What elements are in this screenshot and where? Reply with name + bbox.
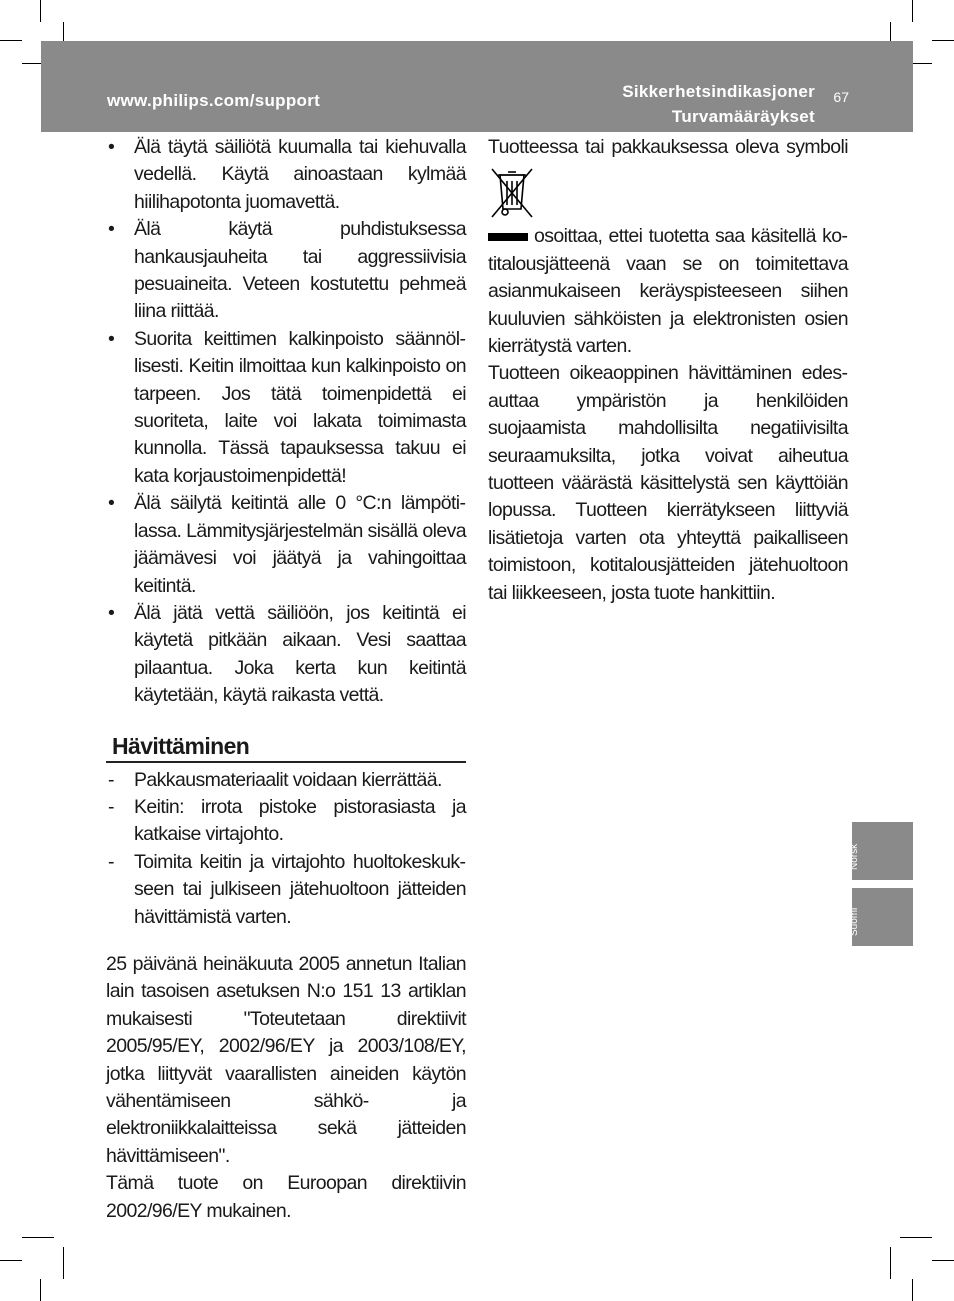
- header-title-finnish: Turvamääräykset: [671, 107, 815, 126]
- list-item: [106, 216, 466, 326]
- bullet-mark: •: [108, 327, 115, 350]
- support-url[interactable]: www.philips.com/support: [107, 91, 321, 110]
- bullet-mark: •: [108, 492, 115, 515]
- symbol-explanation: [488, 223, 848, 360]
- list-item-text: Älä täytä säiliötä kuumalla tai kiehuvalla vedellä. Käytä ainoastaan kylmää hiilihapotonta juomavettä.: [134, 136, 466, 213]
- list-item-text: Älä käytä puhdistuksessa hankausjauheita tai aggressiivisia pesuaineita. Veteen kostutettu pehmeä liina riittää.: [134, 218, 466, 323]
- disposal-dash-list: [106, 767, 466, 931]
- left-column: [106, 134, 466, 1225]
- list-item: [106, 794, 466, 849]
- list-item-text: Älä jätä vettä säiliöön, jos keitintä ei käytetä pitkään aikaan. Vesi saattaa pilaantua. Joka kerta kun keitintä käytetään, käytä raikasta vettä.: [134, 601, 466, 707]
- list-item: [106, 326, 466, 490]
- list-item: [106, 600, 466, 710]
- crop-mark: [63, 1247, 64, 1279]
- list-item: [106, 490, 466, 600]
- dash-mark: -: [108, 795, 114, 818]
- crop-mark: [932, 1260, 954, 1261]
- list-item-text: Toimita keitin ja virtajohto huoltokeskukseen tai julkiseen jätehuoltoon jätteiden hävittämistä varten.: [134, 850, 466, 928]
- tab-suomi-label: Suomi: [849, 907, 860, 936]
- list-item-text: Suorita keittimen kalkinpoisto säännöllisesti. Keitin ilmoittaa kun kalkinpoisto on tarpeen. Jos tätä toimenpidettä ei suoriteta, laite voi lakata toimimasta kunnolla. Tässä tapauksessa takuu ei kata korjaustoimenpidettä!: [134, 327, 466, 487]
- bullet-mark: •: [108, 218, 115, 241]
- crop-mark: [40, 1279, 41, 1301]
- list-item: [106, 849, 466, 931]
- crop-mark: [932, 40, 954, 41]
- page-header: [41, 41, 913, 132]
- crop-mark: [912, 1279, 913, 1301]
- symbol-intro: Tuotteessa tai pakkauksessa oleva symboli: [488, 136, 848, 158]
- list-item-text: Älä säilytä keitintä alle 0 °C:n lämpötilassa. Lämmitysjärjestelmän sisällä oleva jäämävesi voi jäätyä ja vahingoittaa keitintä.: [134, 492, 466, 597]
- right-column: [488, 134, 848, 607]
- crossed-out-wheelie-bin-icon: [488, 165, 536, 223]
- crop-mark: [912, 0, 913, 22]
- page-number: 67: [833, 89, 849, 105]
- list-item-text: Keitin: irrota pistoke pistorasiasta ja katkaise virtajohto.: [134, 795, 466, 846]
- list-item: [106, 134, 466, 216]
- weee-bar-icon: [488, 233, 528, 241]
- safety-bullet-list: [106, 134, 466, 710]
- legal-paragraph: 25 päivänä heinäkuuta 2005 annetun Italian lain tasoisen asetuksen N:o 151 13 artiklan mukaisesti "Toteutetaan direktiivit 2005/95/EY, 2002/96/EY ja 2003/108/EY, jotka liittyvät vaarallisten aineiden käytön vähentämiseen sähkö- ja elektroniikkalaitteissa sekä jätteiden hävittämiseen".: [106, 952, 466, 1167]
- crop-mark: [890, 1247, 891, 1279]
- crop-mark: [0, 40, 22, 41]
- bullet-mark: •: [108, 136, 115, 158]
- directive-paragraph: Tämä tuote on Euroopan direktiivin 2002/96/EY mukainen.: [106, 1172, 466, 1222]
- dash-mark: -: [108, 768, 114, 791]
- crop-mark: [40, 0, 41, 22]
- header-title-norwegian: Sikkerhetsindikasjoner: [622, 82, 815, 101]
- crop-mark: [0, 1260, 22, 1261]
- disposal-paragraph: Tuotteen oikeaoppinen hävittäminen edesauttaa ympäristön ja henkilöiden suojaamista mahdollisilta negatiivisilta seuraamuksilta, jotka voivat aiheutua tuotteen väärästä käsittelystä sen käyttöiän lopussa. Tuotteen kierrätykseen liittyviä lisätietoja varten ota yhteyttä paikalliseen toimistoon, kotitalousjätteiden jätehuoltoon tai liikkeeseen, josta tuote hankittiin.: [488, 362, 848, 604]
- dash-mark: -: [108, 850, 114, 873]
- tab-norsk-label: Norsk: [849, 843, 860, 870]
- section-title-disposal: Hävittäminen: [106, 731, 466, 763]
- header-titles: [622, 79, 815, 129]
- list-item-text: Pakkausmateriaalit voidaan kierrättää.: [134, 768, 442, 791]
- list-item: [106, 767, 466, 794]
- tab-norsk[interactable]: [849, 822, 913, 880]
- crop-mark: [900, 1237, 932, 1238]
- crop-mark: [22, 1237, 54, 1238]
- tab-suomi[interactable]: [849, 888, 913, 946]
- symbol-explanation-text: osoittaa, ettei tuotetta saa käsitellä kotitalousjätteenä vaan se on toimitettava asianmukaiseen keräyspisteeseen siihen kuuluvien sähköisten ja elektronisten osien kierrätystä varten.: [488, 225, 848, 358]
- bullet-mark: •: [108, 601, 115, 624]
